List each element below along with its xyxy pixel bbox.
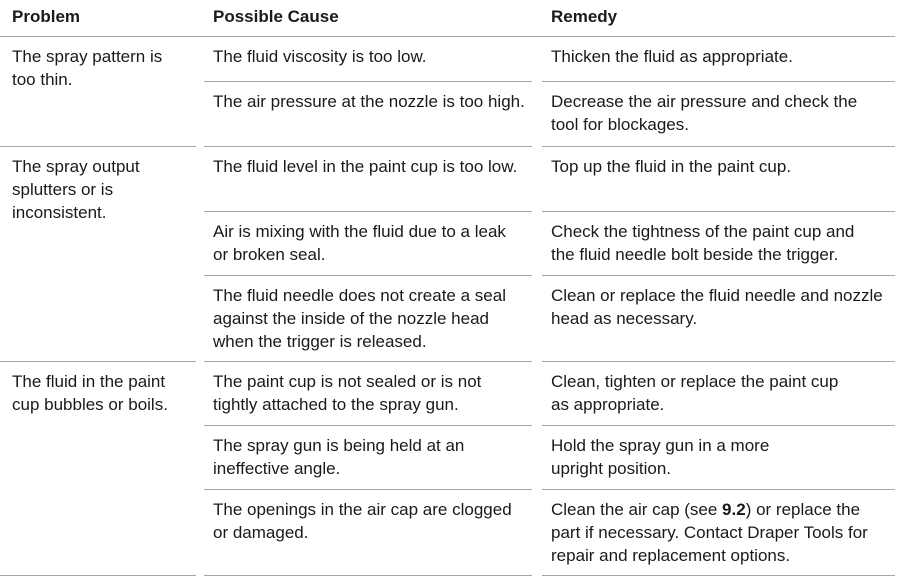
remedy-cell: Check the tightness of the paint cup and the fluid needle bolt beside the trigger. <box>551 222 855 264</box>
remedy-cell: Thicken the fluid as appropriate. <box>551 47 793 66</box>
remedy-cell: Clean, tighten or replace the paint cup as appropriate. <box>551 372 839 414</box>
cause-cell: The paint cup is not sealed or is not tightly attached to the spray gun. <box>213 372 482 414</box>
row-divider <box>542 425 895 426</box>
remedy-text: ) or replace the part if necessary. Contact Draper Tools for repair and replacement options. <box>551 500 868 565</box>
row-divider <box>542 81 895 82</box>
header-remedy: Remedy <box>551 7 618 26</box>
table-bottom-line <box>204 575 532 576</box>
remedy-cell <box>551 498 868 567</box>
cause-cell: The air pressure at the nozzle is too high. <box>213 92 525 111</box>
remedy-cell: Clean or replace the fluid needle and nozzle head as necessary. <box>551 286 883 328</box>
remedy-text: Clean the air cap (see <box>551 500 723 519</box>
row-divider <box>204 211 532 212</box>
remedy-cell: Decrease the air pressure and check the tool for blockages. <box>551 92 858 134</box>
header-problem: Problem <box>12 7 81 26</box>
row-divider <box>542 361 895 362</box>
row-divider <box>204 81 532 82</box>
row-divider <box>542 211 895 212</box>
group-divider <box>0 146 196 147</box>
remedy-cell: Hold the spray gun in a more upright position. <box>551 436 770 478</box>
row-divider <box>542 146 895 147</box>
problem-cell: The fluid in the paint cup bubbles or boils. <box>12 372 168 414</box>
row-divider <box>204 489 532 490</box>
header-possible-cause: Possible Cause <box>213 7 339 26</box>
cause-cell: The openings in the air cap are clogged or damaged. <box>213 500 512 542</box>
row-divider <box>542 489 895 490</box>
section-reference: 9.2 <box>722 500 746 519</box>
table-bottom-line <box>542 575 895 576</box>
row-divider <box>204 425 532 426</box>
row-divider <box>204 361 532 362</box>
header-divider <box>0 36 895 37</box>
cause-cell: The fluid needle does not create a seal against the inside of the nozzle head when the trigger is released. <box>213 286 506 351</box>
row-divider <box>542 275 895 276</box>
group-divider <box>0 361 196 362</box>
problem-cell: The spray pattern is too thin. <box>12 47 163 89</box>
cause-cell: The fluid level in the paint cup is too low. <box>213 157 518 176</box>
cause-cell: The fluid viscosity is too low. <box>213 47 427 66</box>
table-bottom-line <box>0 575 196 576</box>
row-divider <box>204 275 532 276</box>
cause-cell: The spray gun is being held at an ineffective angle. <box>213 436 465 478</box>
problem-cell: The spray output splutters or is inconsistent. <box>12 157 140 222</box>
row-divider <box>204 146 532 147</box>
remedy-cell: Top up the fluid in the paint cup. <box>551 157 792 176</box>
cause-cell: Air is mixing with the fluid due to a leak or broken seal. <box>213 222 506 264</box>
